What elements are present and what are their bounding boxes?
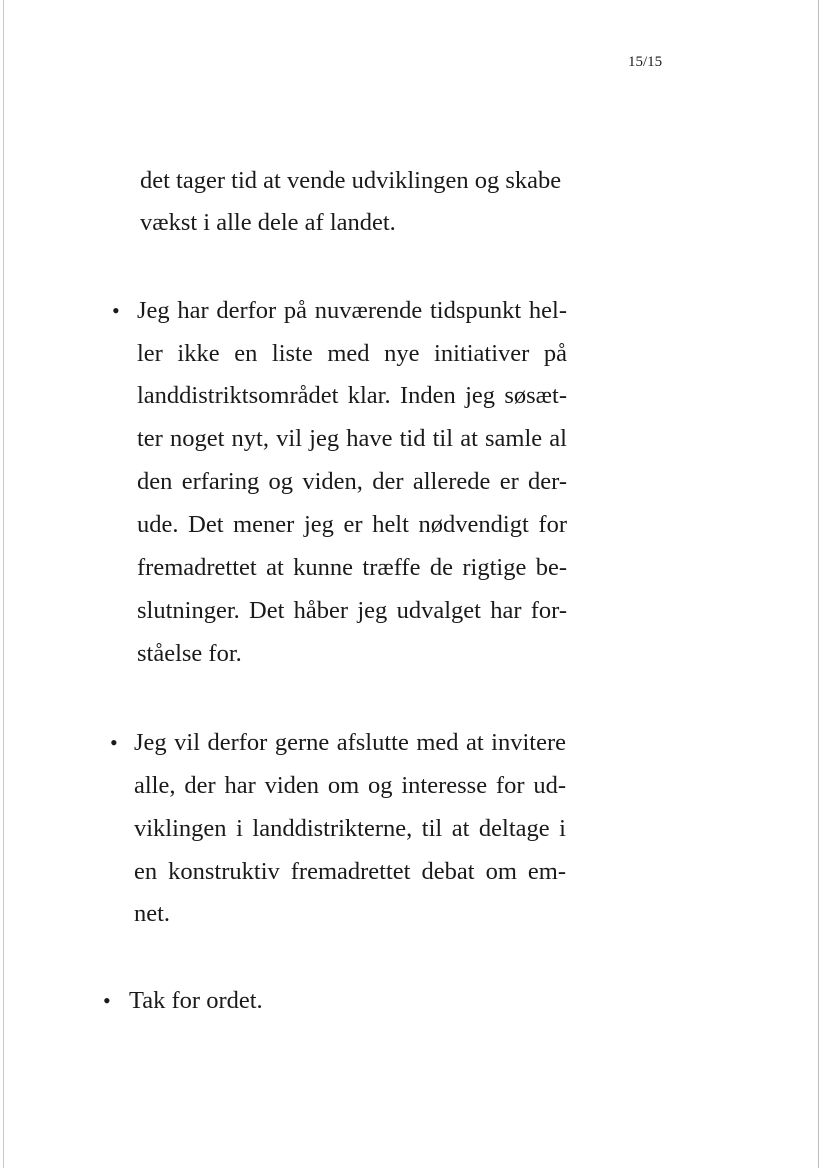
bullet-marker: • (103, 988, 111, 1013)
bullet2-line: Jeg vil derfor gerne afslutte med at invitere (134, 729, 566, 756)
bullet2-line: viklingen i landdistrikterne, til at deltage i (134, 815, 566, 842)
scan-edge-right (818, 0, 819, 1168)
bullet-marker: • (110, 730, 118, 755)
bullet1-line: landdistriktsområdet klar. Inden jeg søsæt- (137, 382, 567, 409)
bullet1-line: ler ikke en liste med nye initiativer på (137, 340, 567, 367)
intro-line: det tager tid at vende udviklingen og skabe (140, 167, 562, 194)
bullet1-line: ter noget nyt, vil jeg have tid til at samle al (137, 425, 567, 452)
bullet1-line: Jeg har derfor på nuværende tidspunkt hel- (137, 297, 567, 324)
bullet3-line: Tak for ordet. (129, 987, 263, 1014)
page-number: 15/15 (628, 54, 663, 70)
bullet1-line: fremadrettet at kunne træffe de rigtige be- (137, 554, 567, 581)
bullet-marker: • (112, 298, 120, 323)
bullet2-line: en konstruktiv fremadrettet debat om em- (134, 858, 566, 885)
scan-edge-left (3, 0, 4, 1168)
bullet1-line: ståelse for. (137, 640, 242, 667)
bullet2-line: net. (134, 900, 171, 927)
bullet1-line: den erfaring og viden, der allerede er der- (137, 468, 567, 495)
bullet2-line: alle, der har viden om og interesse for ud- (134, 772, 566, 799)
intro-line: vækst i alle dele af landet. (140, 209, 396, 236)
bullet1-line: slutninger. Det håber jeg udvalget har for- (137, 597, 567, 624)
bullet1-line: ude. Det mener jeg er helt nødvendigt for (137, 511, 567, 538)
